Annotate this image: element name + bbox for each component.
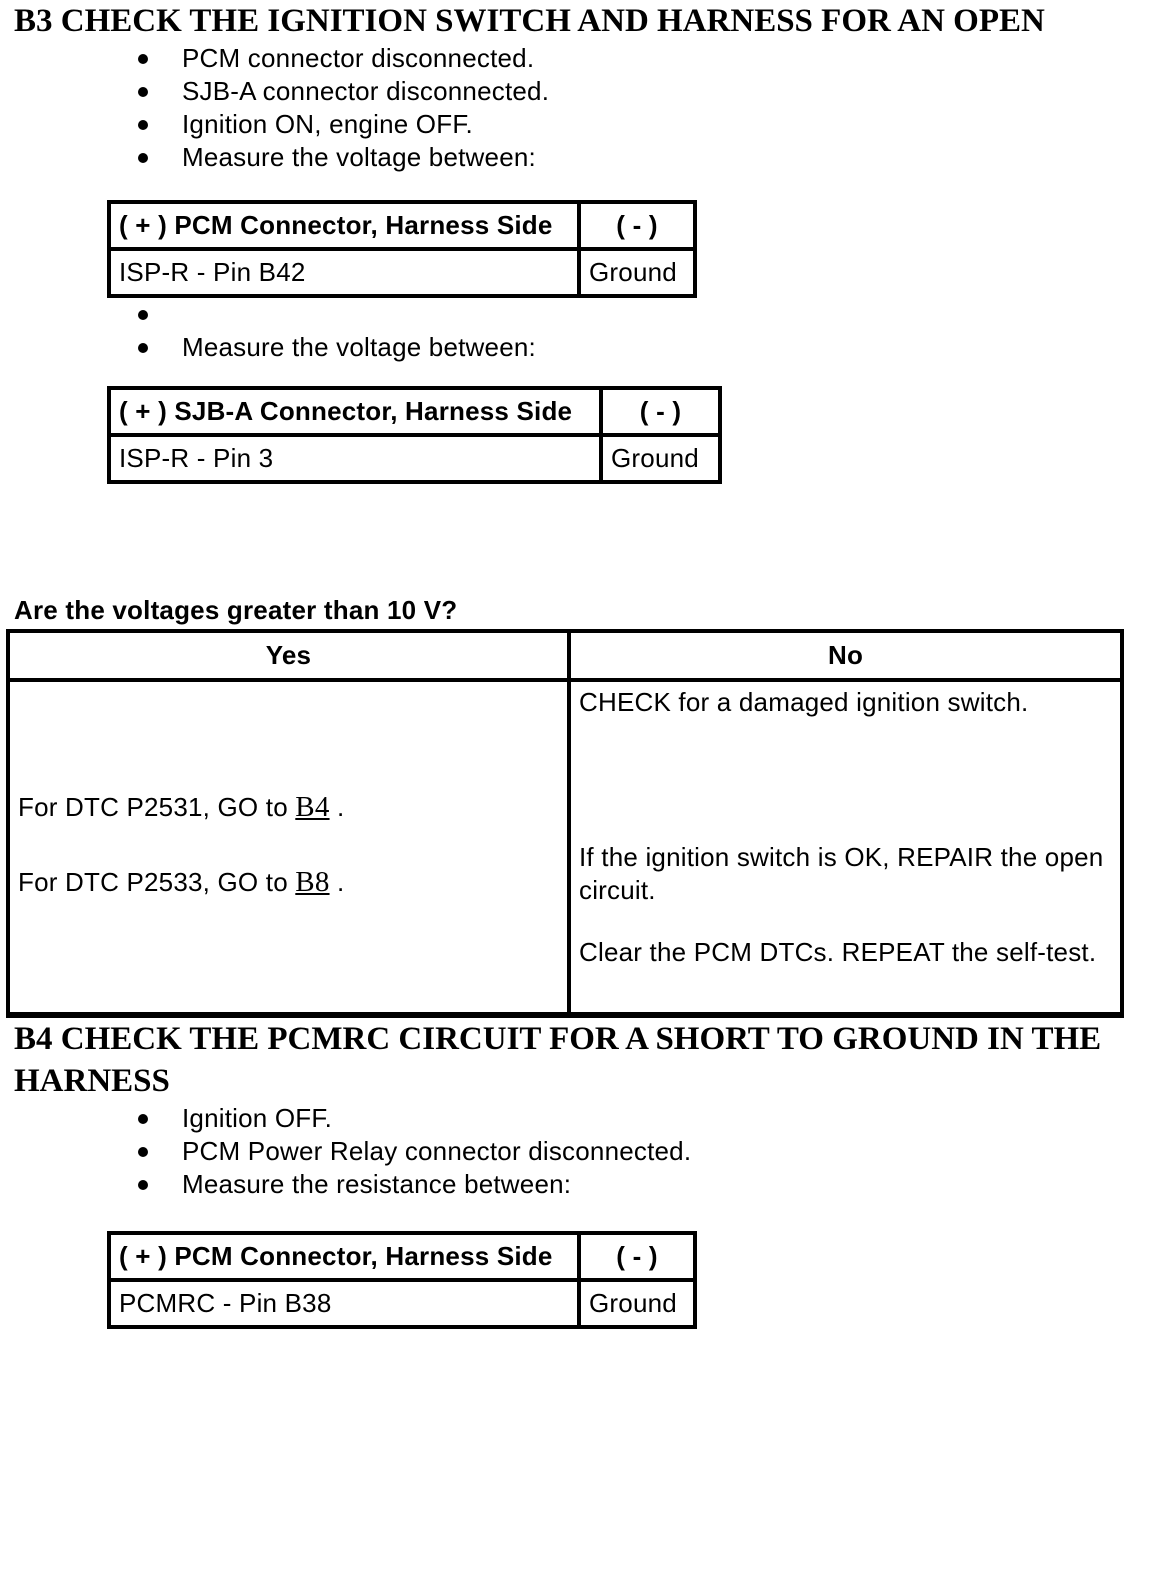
pcmrc-resistance-measurement-table xyxy=(107,1231,697,1329)
action-text: . xyxy=(329,792,345,822)
list-item-empty xyxy=(0,298,1152,331)
table-row xyxy=(109,435,720,482)
list-item: Ignition ON, engine OFF. xyxy=(0,108,1152,141)
no-actions-cell xyxy=(569,680,1122,1015)
list-item: Measure the voltage between: xyxy=(0,331,1152,364)
decision-question: Are the voltages greater than 10 V? xyxy=(14,595,458,625)
minus-header-cell: ( - ) xyxy=(579,202,695,249)
list-item: PCM Power Relay connector disconnected. xyxy=(0,1135,1152,1168)
yes-actions-cell xyxy=(8,680,569,1015)
table-row xyxy=(109,249,695,296)
plus-value-cell: ISP-R - Pin 3 xyxy=(109,435,601,482)
minus-value-cell: Ground xyxy=(579,249,695,296)
table-header-row xyxy=(109,388,720,435)
table-header-row xyxy=(109,1233,695,1280)
section-b3-heading: B3 CHECK THE IGNITION SWITCH AND HARNESS FOR AN OPEN xyxy=(14,3,1045,39)
list-item: Measure the resistance between: xyxy=(0,1168,1152,1201)
link-b4[interactable]: B4 xyxy=(295,791,330,823)
action-text: For DTC P2533, GO to xyxy=(18,867,296,897)
b4-precondition-list xyxy=(0,1102,1152,1201)
pcm-voltage-measurement-table xyxy=(107,200,697,298)
minus-value-cell: Ground xyxy=(601,435,720,482)
list-item: PCM connector disconnected. xyxy=(0,42,1152,75)
yes-action-dtc-p2531 xyxy=(18,791,559,824)
list-item: SJB-A connector disconnected. xyxy=(0,75,1152,108)
yes-no-decision-table xyxy=(6,629,1124,1018)
table-header-row xyxy=(109,202,695,249)
no-action-repair: If the ignition switch is OK, REPAIR the open circuit. xyxy=(579,842,1104,905)
plus-header-cell: ( + ) PCM Connector, Harness Side xyxy=(109,202,579,249)
no-action-clear-dtcs: Clear the PCM DTCs. REPEAT the self-test. xyxy=(579,937,1097,967)
minus-header-cell: ( - ) xyxy=(579,1233,695,1280)
yes-action-dtc-p2533 xyxy=(18,866,559,899)
link-b8[interactable]: B8 xyxy=(295,866,330,898)
table-row xyxy=(109,1280,695,1327)
decision-header-row xyxy=(8,631,1122,680)
action-text: . xyxy=(329,867,345,897)
sjb-voltage-measurement-table xyxy=(107,386,722,484)
plus-value-cell: PCMRC - Pin B38 xyxy=(109,1280,579,1327)
action-text: For DTC P2531, GO to xyxy=(18,792,296,822)
list-item: Measure the voltage between: xyxy=(0,141,1152,174)
b3-precondition-list xyxy=(0,42,1152,174)
section-b4-heading: B4 CHECK THE PCMRC CIRCUIT FOR A SHORT TO GROUND IN THE HARNESS xyxy=(14,1021,1102,1099)
b3-second-measure-list xyxy=(0,298,1152,364)
yes-header-cell: Yes xyxy=(8,631,569,680)
plus-value-cell: ISP-R - Pin B42 xyxy=(109,249,579,296)
list-item: Ignition OFF. xyxy=(0,1102,1152,1135)
minus-value-cell: Ground xyxy=(579,1280,695,1327)
no-action-check: CHECK for a damaged ignition switch. xyxy=(579,687,1029,717)
no-header-cell: No xyxy=(569,631,1122,680)
plus-header-cell: ( + ) SJB-A Connector, Harness Side xyxy=(109,388,601,435)
plus-header-cell: ( + ) PCM Connector, Harness Side xyxy=(109,1233,579,1280)
decision-body-row xyxy=(8,680,1122,1015)
minus-header-cell: ( - ) xyxy=(601,388,720,435)
